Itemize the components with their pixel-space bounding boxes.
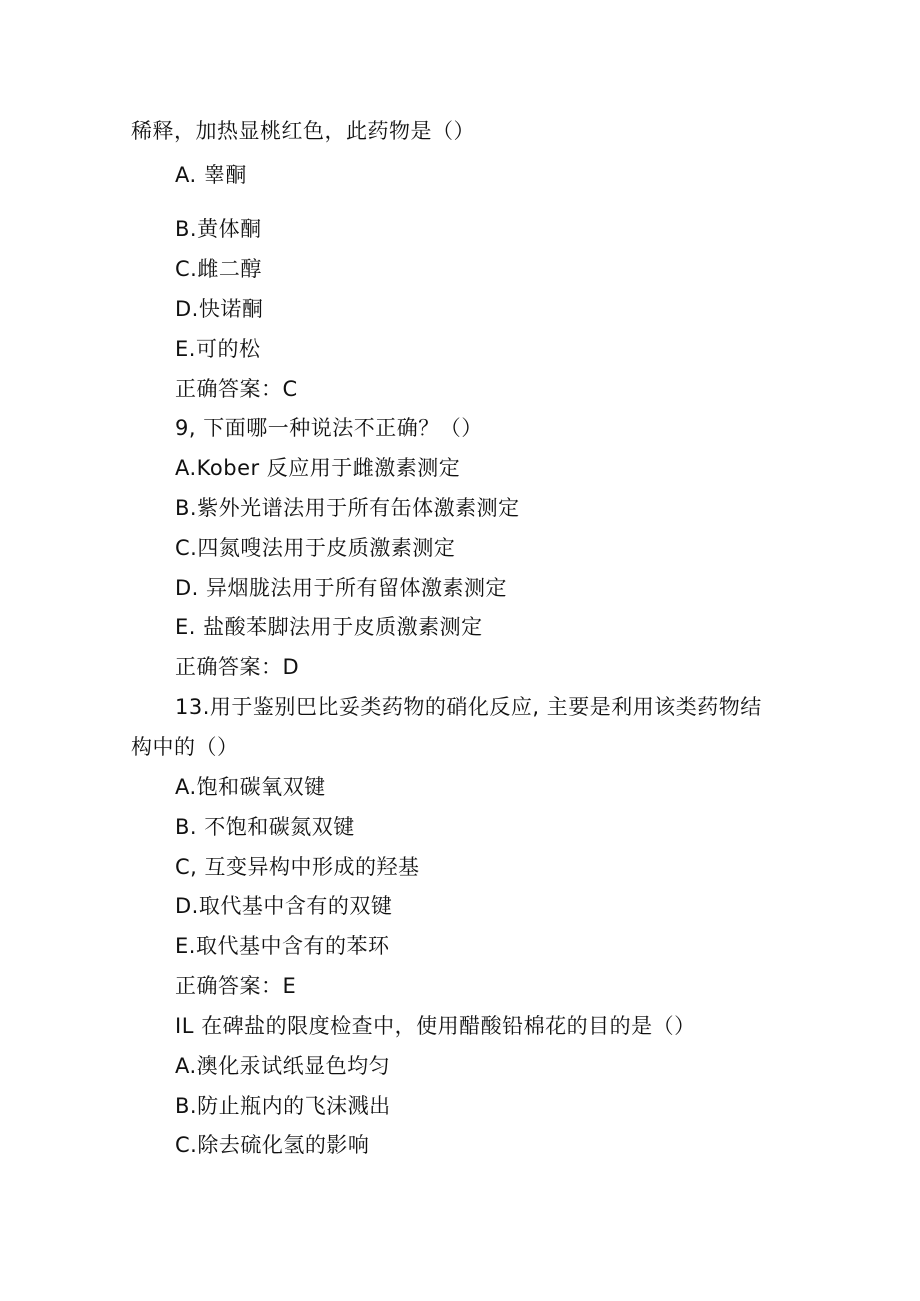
question-8-answer: 正确答案：C <box>175 377 298 401</box>
question-13-option-a: A.饱和碳氧双键 <box>175 775 326 799</box>
question-13-answer: 正确答案：E <box>175 974 297 998</box>
question-11-option-a: A.澳化汞试纸显色均匀 <box>175 1054 391 1078</box>
question-11-stem: IL 在碑盐的限度检查中，使用醋酸铅棉花的目的是（） <box>175 1014 696 1038</box>
question-9-option-e: E. 盐酸苯脚法用于皮质激素测定 <box>175 615 483 639</box>
question-13-stem: 13.用于鉴别巴比妥类药物的硝化反应, 主要是利用该类药物结 <box>175 695 762 719</box>
question-9-answer: 正确答案：D <box>175 655 300 679</box>
question-13-option-c: C, 互变异构中形成的羟基 <box>175 855 420 879</box>
question-8-option-b: B.黄体酮 <box>175 217 262 241</box>
question-11-option-c: C.除去硫化氢的影响 <box>175 1133 370 1157</box>
question-13-option-b: B. 不饱和碳氮双键 <box>175 815 355 839</box>
question-9-stem: 9, 下面哪一种说法不正确？（） <box>175 416 483 440</box>
question-13-option-e: E.取代基中含有的苯环 <box>175 934 390 958</box>
question-9-option-a: A.Kober 反应用于雌激素测定 <box>175 456 461 480</box>
question-8-option-a: A. 睾酮 <box>175 163 247 187</box>
question-9-option-c: C.四氮嗖法用于皮质激素测定 <box>175 536 456 560</box>
question-9-option-b: B.紫外光谱法用于所有缶体激素测定 <box>175 496 520 520</box>
question-8-option-e: E.可的松 <box>175 337 261 361</box>
question-8-stem-continuation: 稀释，加热显桃红色，此药物是（） <box>131 119 475 143</box>
question-8-option-d: D.快诺酮 <box>175 297 264 321</box>
question-13-stem-continuation: 构中的（） <box>131 735 239 759</box>
question-11-option-b: B.防止瓶内的飞沫溅出 <box>175 1094 391 1118</box>
question-8-option-c: C.雌二醇 <box>175 257 262 281</box>
question-13-option-d: D.取代基中含有的双键 <box>175 894 393 918</box>
question-9-option-d: D. 异烟胧法用于所有留体激素测定 <box>175 576 508 600</box>
